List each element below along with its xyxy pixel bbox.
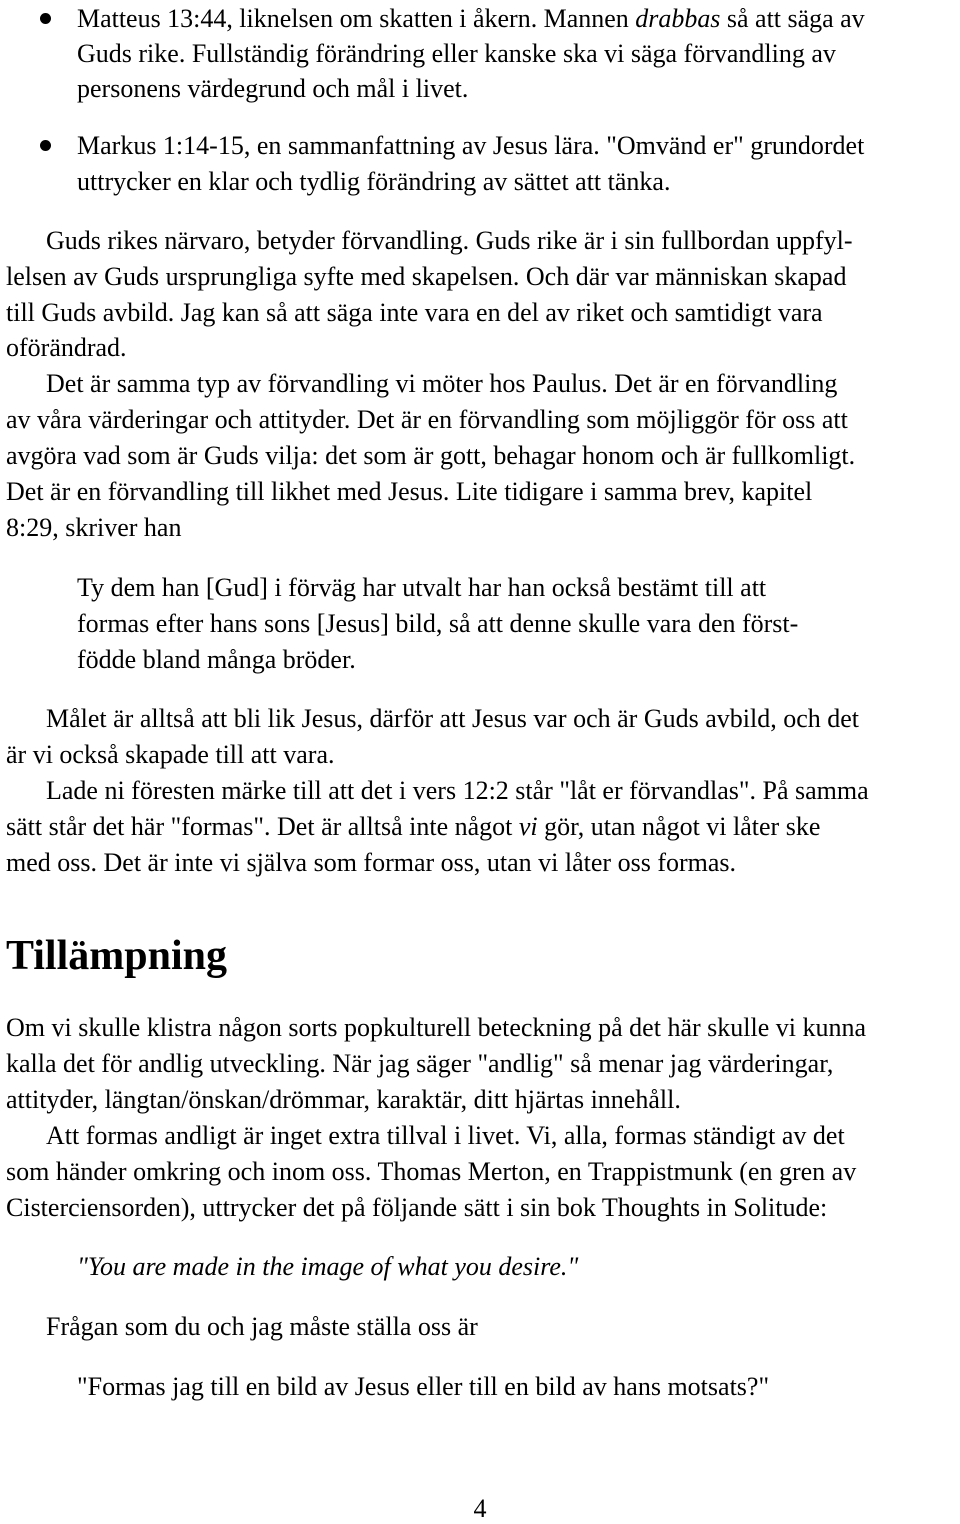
bullet-2-line-2: uttrycker en klar och tydlig förändring av sättet att tänka.: [77, 167, 671, 196]
quote-3: "Formas jag till en bild av Jesus eller till en bild av hans motsats?": [77, 1372, 770, 1401]
paragraph-6-line-3: Cisterciensorden), uttrycker det på följande sätt i sin bok Thoughts in Solitude:: [6, 1193, 828, 1222]
emphasis-drabbas: drabbas: [635, 4, 721, 33]
paragraph-5-line-1: Om vi skulle klistra någon sorts popkulturell beteckning på det här skulle vi kunna: [6, 1013, 867, 1042]
bullet-1-line-3: personens värdegrund och mål i livet.: [77, 74, 469, 103]
bullet-1-marker: [40, 13, 51, 24]
paragraph-5-line-2: kalla det för andlig utveckling. När jag säger "andlig" så menar jag värderingar,: [6, 1049, 834, 1078]
bullet-2-line-1: Markus 1:14-15, en sammanfattning av Jesus lära. "Omvänd er" grundordet: [77, 131, 865, 160]
paragraph-2-line-4: Det är en förvandling till likhet med Jesus. Lite tidigare i samma brev, kapitel: [6, 477, 813, 506]
paragraph-1-line-1: Guds rikes närvaro, betyder förvandling. Guds rike är i sin fullbordan uppfyl-: [46, 226, 853, 255]
paragraph-1-line-2: lelsen av Guds ursprungliga syfte med skapelsen. Och där var människan skapad: [6, 262, 847, 291]
emphasis-vi: vi: [518, 812, 538, 841]
paragraph-1-line-3: till Guds avbild. Jag kan så att säga inte vara en del av riket och samtidigt vara: [6, 298, 823, 327]
quote-1-line-2: formas efter hans sons [Jesus] bild, så att denne skulle vara den först-: [77, 609, 799, 638]
paragraph-6-line-1: Att formas andligt är inget extra tillval i livet. Vi, alla, formas ständigt av det: [46, 1121, 845, 1150]
paragraph-3-line-1: Målet är alltså att bli lik Jesus, därför att Jesus var och är Guds avbild, och det: [46, 704, 860, 733]
quote-2: "You are made in the image of what you desire.": [77, 1252, 579, 1281]
paragraph-7: Frågan som du och jag måste ställa oss är: [46, 1312, 478, 1341]
section-heading: Tillämpning: [6, 933, 227, 979]
paragraph-2-line-3: avgöra vad som är Guds vilja: det som är gott, behagar honom och är fullkomligt.: [6, 441, 856, 470]
paragraph-2-line-2: av våra värderingar och attityder. Det är en förvandling som möjliggör för oss att: [6, 405, 848, 434]
bullet-1-line-2: Guds rike. Fullständig förändring eller kanske ska vi säga förvandling av: [77, 39, 836, 68]
paragraph-2-line-1: Det är samma typ av förvandling vi möter hos Paulus. Det är en förvandling: [46, 369, 838, 398]
paragraph-6-line-2: som händer omkring och inom oss. Thomas Merton, en Trappistmunk (en gren av: [6, 1157, 857, 1186]
paragraph-4-line-2: sätt står det här "formas". Det är alltså inte något vi gör, utan något vi låter ske: [6, 812, 821, 841]
paragraph-4-line-1: Lade ni föresten märke till att det i vers 12:2 står "låt er förvandlas". På samma: [46, 776, 869, 805]
paragraph-3-line-2: är vi också skapade till att vara.: [6, 740, 335, 769]
quote-1-line-3: födde bland många bröder.: [77, 645, 356, 674]
page-number: 4: [473, 1494, 487, 1523]
paragraph-1-line-4: oförändrad.: [6, 333, 127, 362]
bullet-1-line-1: Matteus 13:44, liknelsen om skatten i åkern. Mannen drabbas så att säga av: [77, 4, 865, 33]
paragraph-2-line-5: 8:29, skriver han: [6, 513, 182, 542]
bullet-2-marker: [40, 140, 51, 151]
quote-1-line-1: Ty dem han [Gud] i förväg har utvalt har han också bestämt till att: [77, 573, 767, 602]
paragraph-5-line-3: attityder, längtan/önskan/drömmar, karaktär, ditt hjärtas innehåll.: [6, 1085, 681, 1114]
paragraph-4-line-3: med oss. Det är inte vi själva som formar oss, utan vi låter oss formas.: [6, 848, 737, 877]
